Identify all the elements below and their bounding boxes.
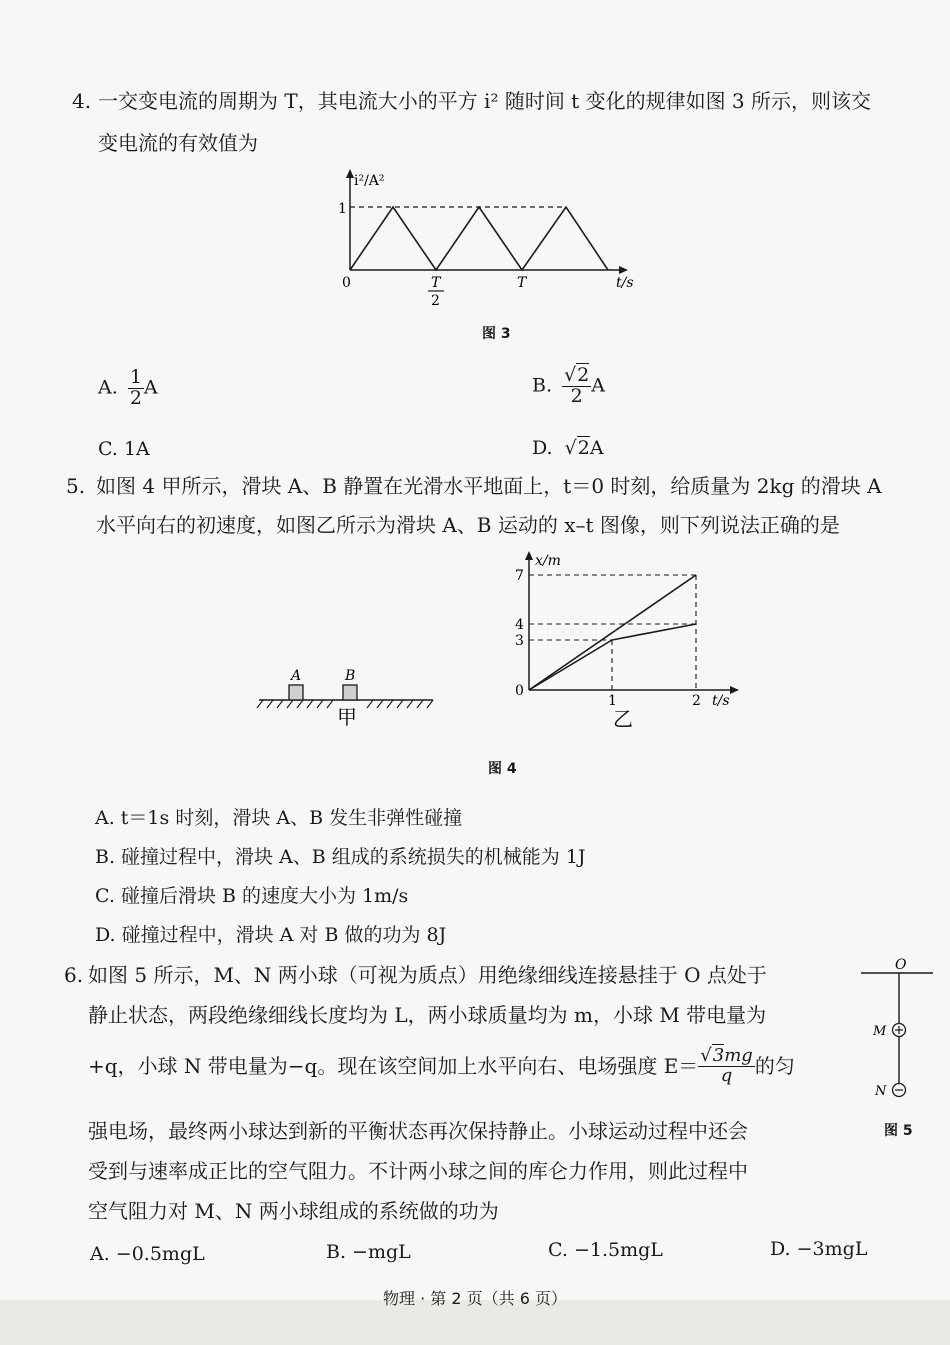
q5-text-line2: 水平向右的初速度，如图乙所示为滑块 A、B 运动的 x–t 图像，则下列说法正确的是 [96,513,840,537]
y-tick-1: 1 [338,201,347,217]
q5-option-b[interactable]: B. 碰撞过程中，滑块 A、B 组成的系统损失的机械能为 1J [95,846,586,868]
q4-option-b[interactable]: B. $\frac{√2}{2}$ A [532,364,605,407]
line-segment-after-collision [612,624,696,640]
q6-number: 6. [64,963,84,987]
ball-m-label: M [873,1024,887,1039]
q4-option-d[interactable]: D. √2A [532,437,604,459]
figure-yi-label: 乙 [613,707,633,730]
block-b-label: B [345,668,356,684]
q6-text-line3: +q，小球 N 带电量为−q。现在该空间加上水平向右、电场强度 E＝ $\frac{√3mg}{q}$ 的匀 [88,1045,795,1086]
page-footer: 物理 · 第 2 页（共 6 页） [383,1289,567,1308]
x-axis-label: t/s [616,275,634,291]
figure-3-graph [330,165,640,315]
field-strength-fraction: $\frac{√3mg}{q}$ [700,1045,753,1086]
fraction: $\frac{√2}{2}$ [564,364,590,407]
q5-number: 5. [66,474,86,498]
q4-option-c[interactable]: C. 1A [98,438,150,460]
point-o-label: O [895,957,907,973]
line-a-and-b-extension [529,575,696,690]
q6-option-b[interactable]: B. −mgL [326,1241,411,1263]
fraction: $\frac{1}{2}$ [129,366,142,409]
origin-label: 0 [515,683,524,699]
block-a-label: A [291,668,302,684]
y-tick-3: 3 [515,633,524,649]
figure-4-caption: 图 4 [488,761,517,777]
q5-option-d[interactable]: D. 碰撞过程中，滑块 A 对 B 做的功为 8J [95,924,447,946]
figure-3-caption: 图 3 [482,326,511,342]
q6-text-line2: 静止状态，两段绝缘细线长度均为 L，两小球质量均为 m，小球 M 带电量为 [88,1003,767,1027]
x-tick-T: T [517,275,527,291]
ball-n-label: N [875,1084,887,1099]
x-tick-2: 2 [692,693,701,709]
q6-text-line5: 受到与速率成正比的空气阻力。不计两小球之间的库仑力作用，则此过程中 [88,1159,748,1183]
origin-label: 0 [342,275,351,291]
x-tick-half-den: 2 [431,293,440,309]
figure-4-yi-xt-graph [505,545,750,730]
q5-option-a[interactable]: A. t＝1s 时刻，滑块 A、B 发生非弹性碰撞 [95,807,463,829]
q6-option-a[interactable]: A. −0.5mgL [90,1243,205,1265]
y-tick-7: 7 [515,568,524,584]
q4-text-line2: 变电流的有效值为 [98,131,258,155]
figure-5-caption: 图 5 [884,1123,913,1139]
q6-text-line4: 强电场，最终两小球达到新的平衡状态再次保持静止。小球运动过程中还会 [88,1119,748,1143]
q5-text-line1: 如图 4 甲所示，滑块 A、B 静置在光滑水平地面上，t＝0 时刻，给质量为 2kg 的滑块 A [96,474,882,498]
figure-jia-label: 甲 [337,705,357,729]
q4-number: 4. [72,89,92,113]
x-tick-half-num: T [431,275,441,291]
figure-4-jia [255,660,440,730]
figure-5-pendulum [855,955,940,1100]
line-segment-before-collision [529,640,612,690]
q4-option-a[interactable]: A. $\frac{1}{2}$ A [98,366,158,409]
y-axis-label: i²/A² [354,173,385,189]
q6-option-d[interactable]: D. −3mgL [770,1238,868,1260]
i-squared-curve [350,207,608,270]
x-tick-1: 1 [608,693,617,709]
x-axis-arrow [619,266,628,274]
q4-text-line1: 一交变电流的周期为 T，其电流大小的平方 i² 随时间 t 变化的规律如图 3 所示，则该交 [98,89,872,113]
y-tick-4: 4 [515,617,524,633]
q6-text-line1: 如图 5 所示，M、N 两小球（可视为质点）用绝缘细线连接悬挂于 O 点处于 [88,963,767,987]
q6-text-line6: 空气阻力对 M、N 两小球组成的系统做的功为 [88,1199,499,1223]
y-axis-arrow [346,169,354,178]
q6-option-c[interactable]: C. −1.5mgL [548,1239,663,1261]
x-axis-arrow [730,686,739,694]
block-a [289,685,303,700]
block-b [343,685,357,700]
q5-option-c[interactable]: C. 碰撞后滑块 B 的速度大小为 1m/s [95,885,409,907]
x-axis-label: t/s [712,693,730,709]
y-axis-arrow [525,551,533,560]
y-axis-label: x/m [535,553,561,569]
